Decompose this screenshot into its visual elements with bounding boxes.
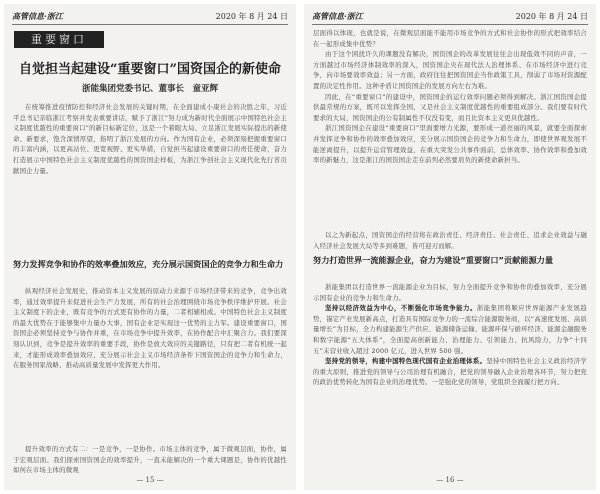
paragraph-4: 浙江国资国企在建设“重要窗口”里面要增力光源，要形成一道亮丽的风景，就要全面探索并发挥竞争和协作的效率叠加效应，充分展示国资国企的竞争力和生命力，即使世界观发展不能逆离提升，以提升运营管理效益，在重大突发公共事件面前，总体效率、协作效率和叠加效率的新魅力，这是浙江的国资国企走在前列必然要肩负的新使命新担当。 [313, 124, 587, 165]
page-number: — 15 — [136, 476, 164, 484]
paragraph-5: 以之为新起点，国资国企的经营将在政治责任、经济责任、社会责任、追求企业效益与融入经济社会发展大局等多到难题，皆可迎刃而解。 [313, 231, 587, 250]
running-header [12, 8, 288, 25]
issue-date: 2020 年 8 月 24 日 [515, 12, 588, 21]
article-title: 自觉担当起建设“重要窗口”国资国企的新使命 [19, 62, 281, 77]
right-text-block-1 [313, 28, 587, 228]
section-1-paragraph: 纵观经济社会发展史，推动资本主义发展的原动力来源于市场经济带来的竞争，竞争出效率，通过效率提升来促进社会生产力发展，所有的社会治理围绕市场竞争秩序维护开展。社会主义制度下的企业，既有竞争的方式更有协作的力量，二者相辅相成。中国特色社会主义制度的最大优势在于能够集中力量办大事，国有企业是实现这一优势的主力军。建设重要窗口，国资国企必须坚持竞争与协作并重，在市场竞争中提升效率，在协作配合中汇聚合力。我们要深刻认识到，竞争是提升效率的重要手段，协作是放大效应的关键路径，只有把二者有机统一起来，才能形成效率叠加效应，充分展示社会主义市场经济条件下国资国企的竞争力和生命力，在服务国家战略、推动高质量发展中发挥更大作用。 [13, 287, 287, 370]
column-label: 重要窗口 [14, 31, 104, 48]
intro-paragraph-block [13, 102, 287, 252]
right-text-block-2 [313, 230, 587, 252]
section-1-body-continued [13, 444, 287, 476]
continued-paragraph: 层面得以体现，也就是说，在微观层面能不能用市场竞争的方式和社会协作的形式把效率结合在一起形成集中优势？ [313, 29, 587, 48]
publication-name: 高管信息·浙江 [12, 11, 63, 21]
section-heading-1: 努力发挥竞争和协作的效率叠加效应，充分展示国资国企的竞争力和生命力 [13, 259, 284, 269]
paragraph-8 [313, 356, 587, 388]
section-1-body [13, 286, 287, 444]
left-page [4, 4, 296, 490]
paragraph-8-lead: 坚持党的领导，构建中国特色现代国有企业治理体系。 [325, 357, 487, 366]
paragraph-6: 浙能集团以打造世界一流能源企业为目标，努力全面提升竞争和协作的叠加效率，充分展示国有企业的竞争力和生命力。 [313, 283, 587, 302]
publication-name: 高管信息·浙江 [312, 11, 363, 21]
page-number: — 16 — [436, 476, 464, 484]
paragraph-7 [313, 303, 587, 356]
paragraph-2: 由于这个困扰许久的课题没有解决，国资国企的改革发展往往会出现低效不同的声音，一方面越过市场经济体制效率的深入，国资国企央在现代法人治理体系、在市场经济中进行竞争，向市场要效率效益；另一方面，政府往往把国资国企当作政策工具，削弱了市场对资源配置的决定性作用。这种矛盾让国资国企的发展方向左右为难。 [313, 50, 587, 90]
section-1-paragraph-2: 提升效率的方式有二：一是竞争，一是协作。市场主体的竞争，属于微观层面，协作，属于宏观层面。我们探索国资国企的效率提升，一直未能解决的一个重大课题是，协作的优越性如何在市场主体的微观 [13, 445, 287, 475]
paragraph-7-lead: 坚持以经济效益为中心，不断强化市场竞争能力。 [325, 304, 477, 313]
right-page [304, 4, 596, 490]
paragraph-8-text: 坚持中国特色社会主义政治经济学的重大原则，推进党的领导与公司治理有机融合，把党的领导融入企业治理各环节，努力把党的政治优势转化为国有企业的治理优势。一是强化党的领导，党组织全面履行把方向、 [313, 357, 587, 387]
paragraph-3: 因此，在“重要窗口”的建设中，国资国企的运行效率问题必须得到解决。浙江国资国企提供最常规的方案，既可以发挥全国，又是社会主义制度优越性的重要组成部分。我们要有时代要求的大局，国资国企的公有制属性不仅没有变，而且比资本主义更具优越性。 [313, 92, 587, 122]
section-heading-2: 努力打造世界一流能源企业，奋力为建设“重要窗口”贡献能源力量 [313, 255, 554, 265]
right-text-block-3 [313, 282, 587, 474]
intro-paragraph: 在统筹推进疫情防控和经济社会发展的关键时期，在全面建成小康社会的决胜之年，习近平总书记亲临浙江考察并发表重要讲话，赋予了浙江“努力成为新时代全面展示中国特色社会主义制度优越性的重要窗口”的新目标新定位，这是一个着眼大局、立足浙江发展实际提出的新使命、新要求，饱含深情厚望，指明了浙江发展的方向。作为国有企业，必须深刻把握重要窗口的丰富内涵，以更高站位、更宽视野、更实举措，自觉担当起建设重要窗口的责任使命，奋力打造展示中国特色社会主义制度优越性的国资国企样板，为浙江争创社会主义现代化先行省贡献国企力量。 [13, 103, 287, 175]
issue-date: 2020 年 8 月 24 日 [215, 12, 288, 21]
running-header [312, 8, 588, 25]
paragraph-7-text: 浙能集团将顺应世界能源产业发展趋势，锚定产业发展新高点，打造具有国际竞争力的一流综合能源服务商，以“高速度发展、高质量增长”为目标，全力构建能源生产供应、能源储备运输、能源环保与循环经济、能源金融服务和数字能源“五大体系”，全面提高创新能力、治理能力、引领能力、抗风险力，力争“十四五”末营业收入超过 2000 亿元，进入世界 500 强。 [313, 304, 587, 355]
article-byline: 浙能集团党委书记、董事长 童亚辉 [81, 84, 218, 94]
